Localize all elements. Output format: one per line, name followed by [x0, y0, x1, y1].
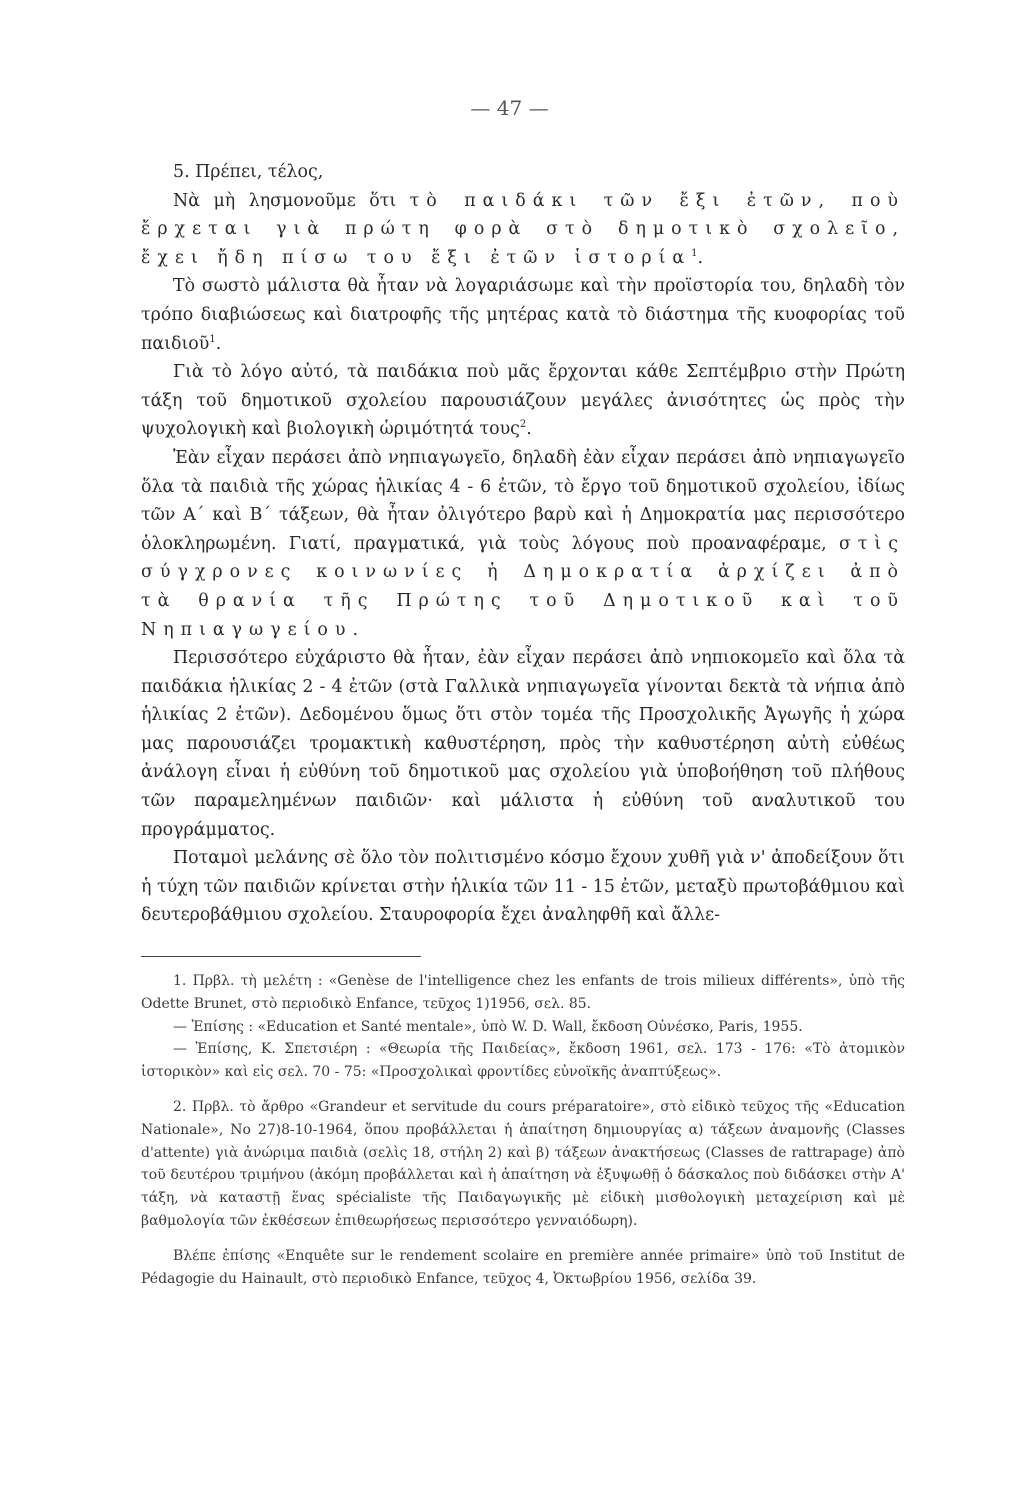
footnote-ref-1b: 1	[209, 333, 216, 345]
page-number: — 47 —	[470, 96, 549, 120]
paragraph-3-end: .	[526, 419, 532, 440]
paragraph-1-text: Νὰ μὴ λησμονοῦμε ὅτι	[173, 190, 410, 211]
footnotes	[141, 970, 905, 1290]
main-text	[141, 158, 905, 930]
paragraph-1-end: .	[697, 247, 704, 268]
footnote-divider	[141, 956, 421, 957]
footnote-1-cont-1: — Ἐπίσης : «Education et Santé mentale», ὑπὸ W. D. Wall, ἔκδοση Οὐνέσκο, Paris, 1955.	[173, 1018, 803, 1035]
paragraph-3-text: Γιὰ τὸ λόγο αὐτό, τὰ παιδάκια ποὺ μᾶς ἔρχονται κάθε Σεπτέμβριο στὴν Πρώτη τάξη τοῦ δημοτικοῦ σχολείου παρουσιάζουν μεγάλες ἀνισότητες ὡς πρὸς τὴν ψυχολογικὴ καὶ βιολογικὴ ὡριμότητά τους	[141, 362, 905, 440]
paragraph-3	[141, 358, 905, 444]
paragraph-4-end: .	[352, 619, 358, 640]
paragraph-2	[141, 272, 905, 358]
footnote-1: 1. Πρβλ. τὴ μελέτη : «Genèse de l'intelligence chez les enfants de trois milieux différents», ὑπὸ τῆς Odette Brunet, στὸ περιοδικὸ Enfance, τεῦχος 1)1956, σελ. 85.	[141, 973, 905, 1012]
paragraph-2-text: Τὸ σωστὸ μάλιστα θὰ ἦταν νὰ λογαριάσωμε καὶ τὴν προϊστορία του, δηλαδὴ τὸν τρόπο διαβιώσεως καὶ διατροφῆς τῆς μητέρας κατὰ τὸ διάστημα τῆς κυοφορίας τοῦ παιδιοῦ	[141, 276, 905, 354]
footnote-2-cont: Βλέπε ἐπίσης «Enquête sur le rendement scolaire en première année primaire» ὑπὸ τοῦ Institut de Pédagogie du Hainault, στὸ περιοδικὸ Enfance, τεῦχος 4, Ὀκτωβρίου 1956, σελίδα 39.	[141, 1247, 905, 1287]
paragraph-1	[141, 187, 905, 273]
paragraph-4	[141, 444, 905, 644]
footnote-1-cont-2: — Ἐπίσης, Κ. Σπετσιέρη : «Θεωρία τῆς Παιδείας», ἔκδοση 1961, σελ. 173 - 176: «Τὸ ἀτομικὸν ἱστορικὸν» καὶ εἰς σελ. 70 - 75: «Προσχολικαὶ φροντίδες εὐνοϊκῆς ἀναπτύξεως».	[141, 1041, 905, 1081]
footnote-ref-1: 1	[691, 247, 698, 259]
footnote-2: 2. Πρβλ. τὸ ἄρθρο «Grandeur et servitude du cours préparatoire», στὸ εἰδικὸ τεῦχος τῆς «Education Nationale», No 27)8-10-1964, ὅπου προβάλλεται ἡ ἀπαίτηση δημιουργίας α) τάξεων ἀναμονῆς (Classes d'attente) γιὰ ἀνώριμα παιδιὰ (σελὶς 18, στήλη 2) καὶ β) τάξεων ἀνακτήσεως (Classes de rattrapage) ἀπὸ τοῦ δευτέρου τριμήνου (ἀκόμη προβάλλεται καὶ ἡ ἀπαίτηση νὰ ἐξυψωθῇ ὁ δάσκαλος ποὺ διδάσκει στὴν Α' τάξη, νὰ καταστῇ ἕνας spécialiste τῆς Παιδαγωγικῆς μὲ εἰδικὴ μισθολογικὴ μεταχείριση καὶ μὲ βαθμολογία τῶν ἐκθέσεων ἐπιθεωρήσεως περισσότερο γενναιόδωρη).	[141, 1098, 905, 1229]
section-heading: 5. Πρέπει, τέλος,	[173, 162, 324, 182]
emphasized-text-2: στὶς σύγχρονες κοινωνίες ἡ Δημοκρατία ἀρχίζει ἀπὸ τὰ θρανία τῆς Πρώτης τοῦ Δημοτικοῦ καὶ τοῦ Νηπιαγωγείου	[141, 533, 905, 640]
paragraph-2-end: .	[215, 333, 222, 354]
paragraph-6: Ποταμοὶ μελάνης σὲ ὅλο τὸν πολιτισμένο κόσμο ἔχουν χυθῆ γιὰ ν' ἀποδείξουν ὅτι ἡ τύχη τῶν παιδιῶν κρίνεται στὴν ἡλικία τῶν 11 - 15 ἐτῶν, μεταξὺ πρωτοβάθμιου καὶ δευτεροβάθμιου σχολείου. Σταυροφορία ἔχει ἀναληφθῆ καὶ ἄλλε-	[141, 848, 905, 926]
footnote-ref-2: 2	[519, 419, 527, 431]
emphasized-text-1: τὸ παιδάκι τῶν ἔξι ἐτῶν, ποὺ ἔρχεται γιὰ πρώτη φορὰ στὸ δημοτικὸ σχολεῖο, ἔχει ἤδη πίσω του ἔξι ἐτῶν ἱστορία	[141, 190, 906, 268]
paragraph-4-text: Ἐὰν εἶχαν περάσει ἀπὸ νηπιαγωγεῖο, δηλαδὴ ἐὰν εἶχαν περάσει ἀπὸ νηπιαγωγεῖο ὅλα τὰ παιδιὰ τῆς χώρας ἡλικίας 4 - 6 ἐτῶν, τὸ ἔργο τοῦ δημοτικοῦ σχολείου, ἰδίως τῶν Α΄ καὶ Β΄ τάξεων, θὰ ἦταν ὀλιγότερο βαρὺ καὶ ἡ Δημοκρατία μας περισσότερο ὁλοκληρωμένη. Γιατί, πραγματικά, γιὰ τοὺς λόγους ποὺ προαναφέραμε,	[141, 447, 905, 554]
paragraph-5: Περισσότερο εὐχάριστο θὰ ἦταν, ἐὰν εἶχαν περάσει ἀπὸ νηπιοκομεῖο καὶ ὅλα τὰ παιδάκια ἡλικίας 2 - 4 ἐτῶν (στὰ Γαλλικὰ νηπιαγωγεῖα γίνονται δεκτὰ τὰ νήπια ἀπὸ ἡλικίας 2 ἐτῶν). Δεδομένου ὅμως ὅτι στὸν τομέα τῆς Προσχολικῆς Ἀγωγῆς ἡ χώρα μας παρουσιάζει τρομακτικὴ καθυστέρηση, πρὸς τὴν καθυστέρηση αὐτὴ εὐθέως ἀνάλογη εἶναι ἡ εὐθύνη τοῦ δημοτικοῦ μας σχολείου γιὰ ὑποβοήθηση τοῦ πλήθους τῶν παραμελημένων παιδιῶν· καὶ μάλιστα ἡ εὐθύνη τοῦ αναλυτικοῦ του προγράμματος.	[141, 648, 905, 840]
